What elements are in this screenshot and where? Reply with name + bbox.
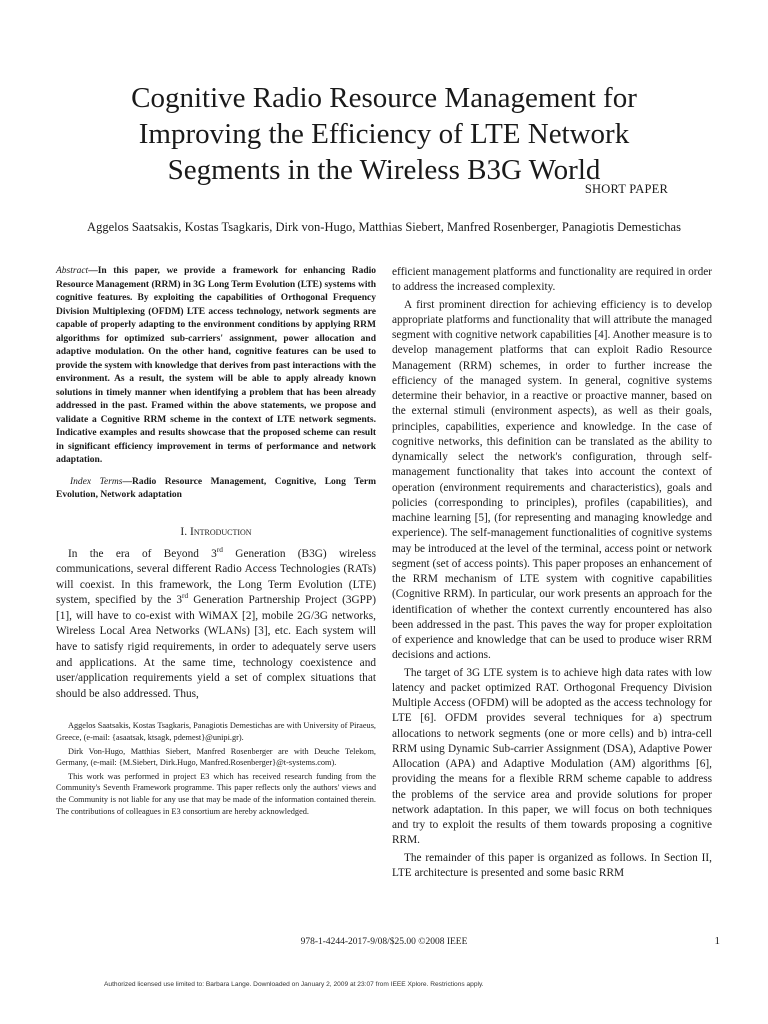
footnote: Dirk Von-Hugo, Matthias Siebert, Manfred Rosenberger are with Deuche Telekom, Germany, (e-mail: {M.Siebert, Dirk.Hugo, Manfred.Rosenberger}@t-systems.com). <box>56 746 376 768</box>
page-number: 1 <box>714 935 720 947</box>
section-number: I. <box>180 525 188 538</box>
body-paragraph: A first prominent direction for achieving efficiency is to develop appropriate platforms and functionality that will attribute the managed segment with cognitive network capabilities [4]. Another measure is to develop management platforms that can exploit Radio Resource Management (RRM) schemes, in order to further increase the efficiency of the managed system. In general, cognitive systems determine their behavior, in a reactive or proactive manner, based on the external stimuli (environment aspects), as well as their goals, principles, capabilities, experience and knowledge. In the case of cognitive networks, this definition can be translated as the ability to dynamically select the network's configuration, through self-management functionality that takes into account the context of operation (environment requirements and characteristics), goals and policies (corresponding to principles), profiles (capabilities), and machine learning [5], (for representing and managing knowledge and experience). The self-management functionalities of cognitive systems may be introduced at the level of the terminal, access point or network segment (set of access points). This paper proposes an enhancement of the RRM mechanism of LTE system with cognitive capabilities (Cognitive RRM). In particular, our work presents an approach for the identification of whether the context currently encountered has also been addressed in the past. This paves the way for proper exploitation of experience and knowledge that can be used to produce wiser RRM decisions and actions. <box>392 298 712 662</box>
section-heading <box>56 525 376 539</box>
author-list: Aggelos Saatsakis, Kostas Tsagkaris, Dirk von-Hugo, Matthias Siebert, Manfred Rosenberger, Panagiotis Demestichas <box>87 220 681 234</box>
ordinal-superscript: rd <box>182 591 189 601</box>
body-paragraph: efficient management platforms and functionality are required in order to address the increased complexity. <box>392 266 712 294</box>
body-paragraph: The target of 3G LTE system is to achieve high data rates with low latency and packet optimized RAT. Orthogonal Frequency Division Multiple Access (OFDM) will be adopted as the access technology for LTE [6]. OFDM provides several techniques for a) spectrum allocations to network segments (one or more cells) and b) intra-cell RRM using Dynamic Sub-carrier Assignment (DSA), Adaptive Power Allocation (APA) and Adaptive Modulation (AM) algorithms [6], providing the means for a flexible RRM scheme capable to address the problems of the service area and provide solutions for proper network adaptation. In this paper, we will focus on both techniques and try to exploit the results of them towards proposing a cognitive RRM. <box>392 666 712 847</box>
authorized-use-notice: Authorized licensed use limited to: Barbara Lange. Downloaded on January 2, 2009 at 23:07 from IEEE Xplore. Restrictions apply. <box>104 981 484 988</box>
left-column <box>56 265 376 819</box>
abstract-lead: Abstract <box>56 266 89 276</box>
intro-text-part: In the era of Beyond 3 <box>68 547 217 560</box>
paper-type-label: SHORT PAPER <box>584 182 668 196</box>
intro-paragraph <box>56 544 377 703</box>
intro-text-part: Generation (B3G) wireless communications, several different Radio Access Technologies (RATs) will coexist. In this framework, the Long Term Evolution (LTE) system, specified by the 3 <box>56 547 377 607</box>
abstract-text: —In this paper, we provide a framework for enhancing Radio Resource Management (RRM) in 3G Long Term Evolution (LTE) systems with cognitive features. By exploiting the capabilities of Orthogonal Frequency Division Multiplexing (OFDM) LTE access technology, network segments are capable of properly adapting to the environment conditions by applying RRM algorithms for optimized sub-carriers' assignment, power allocation and adaptive modulation. On the other hand, cognitive features can be used to provide the system with knowledge that derives from past interactions with the environment. As a result, the system will be able to apply already known solutions in timely manner when identifying a problem that has been already addressed in the past. Framed within the above statements, we propose and validate a Cognitive RRM scheme in the context of LTE network segments. Indicative examples and results showcase that the proposed scheme can result in significant efficiency improvement in terms of performance and network adaptation. <box>56 266 376 465</box>
index-terms-lead: Index Terms <box>70 476 123 487</box>
body-paragraph: The remainder of this paper is organized as follows. In Section II, LTE architecture is presented and some basic RRM <box>392 851 712 879</box>
index-terms <box>56 476 376 503</box>
paper-title: Cognitive Radio Resource Management for Improving the Efficiency of LTE Network Segments in the Wireless B3G World <box>131 82 637 186</box>
section-title: Introduction <box>189 525 252 538</box>
footnote: Aggelos Saatsakis, Kostas Tsagkaris, Panagiotis Demestichas are with University of Piraeus, Greece, (e-mail: {asaatsak, ktsagk, pdemest}@unipi.gr). <box>56 721 376 743</box>
ordinal-superscript: rd <box>216 544 223 554</box>
copyright-line: 978-1-4244-2017-9/08/$25.00 ©2008 IEEE <box>300 937 468 947</box>
right-column <box>392 265 712 881</box>
footnote: This work was performed in project E3 which has received research funding from the Community's Seventh Framework programme. This paper reflects only the authors' views and the Community is not liable for any use that may be made of the information contained therein. The contributions of colleagues in E3 consortium are hereby acknowledged. <box>56 771 376 816</box>
intro-text-part: Generation Partnership Project (3GPP) [1], will have to co-exist with WiMAX [2], mobile 2G/3G networks, Wireless Local Area Networks (WLANs) [3], etc. Each system will have to satisfy rigid requirements, in order to adequately serve users and applications. At the same time, technology coexistence and user/application requirements yield a set of complex situations that should be also addressed. Thus, <box>56 594 376 700</box>
index-terms-text: —Radio Resource Management, Cognitive, Long Term Evolution, Network adaptation <box>56 476 376 500</box>
abstract <box>56 265 376 468</box>
